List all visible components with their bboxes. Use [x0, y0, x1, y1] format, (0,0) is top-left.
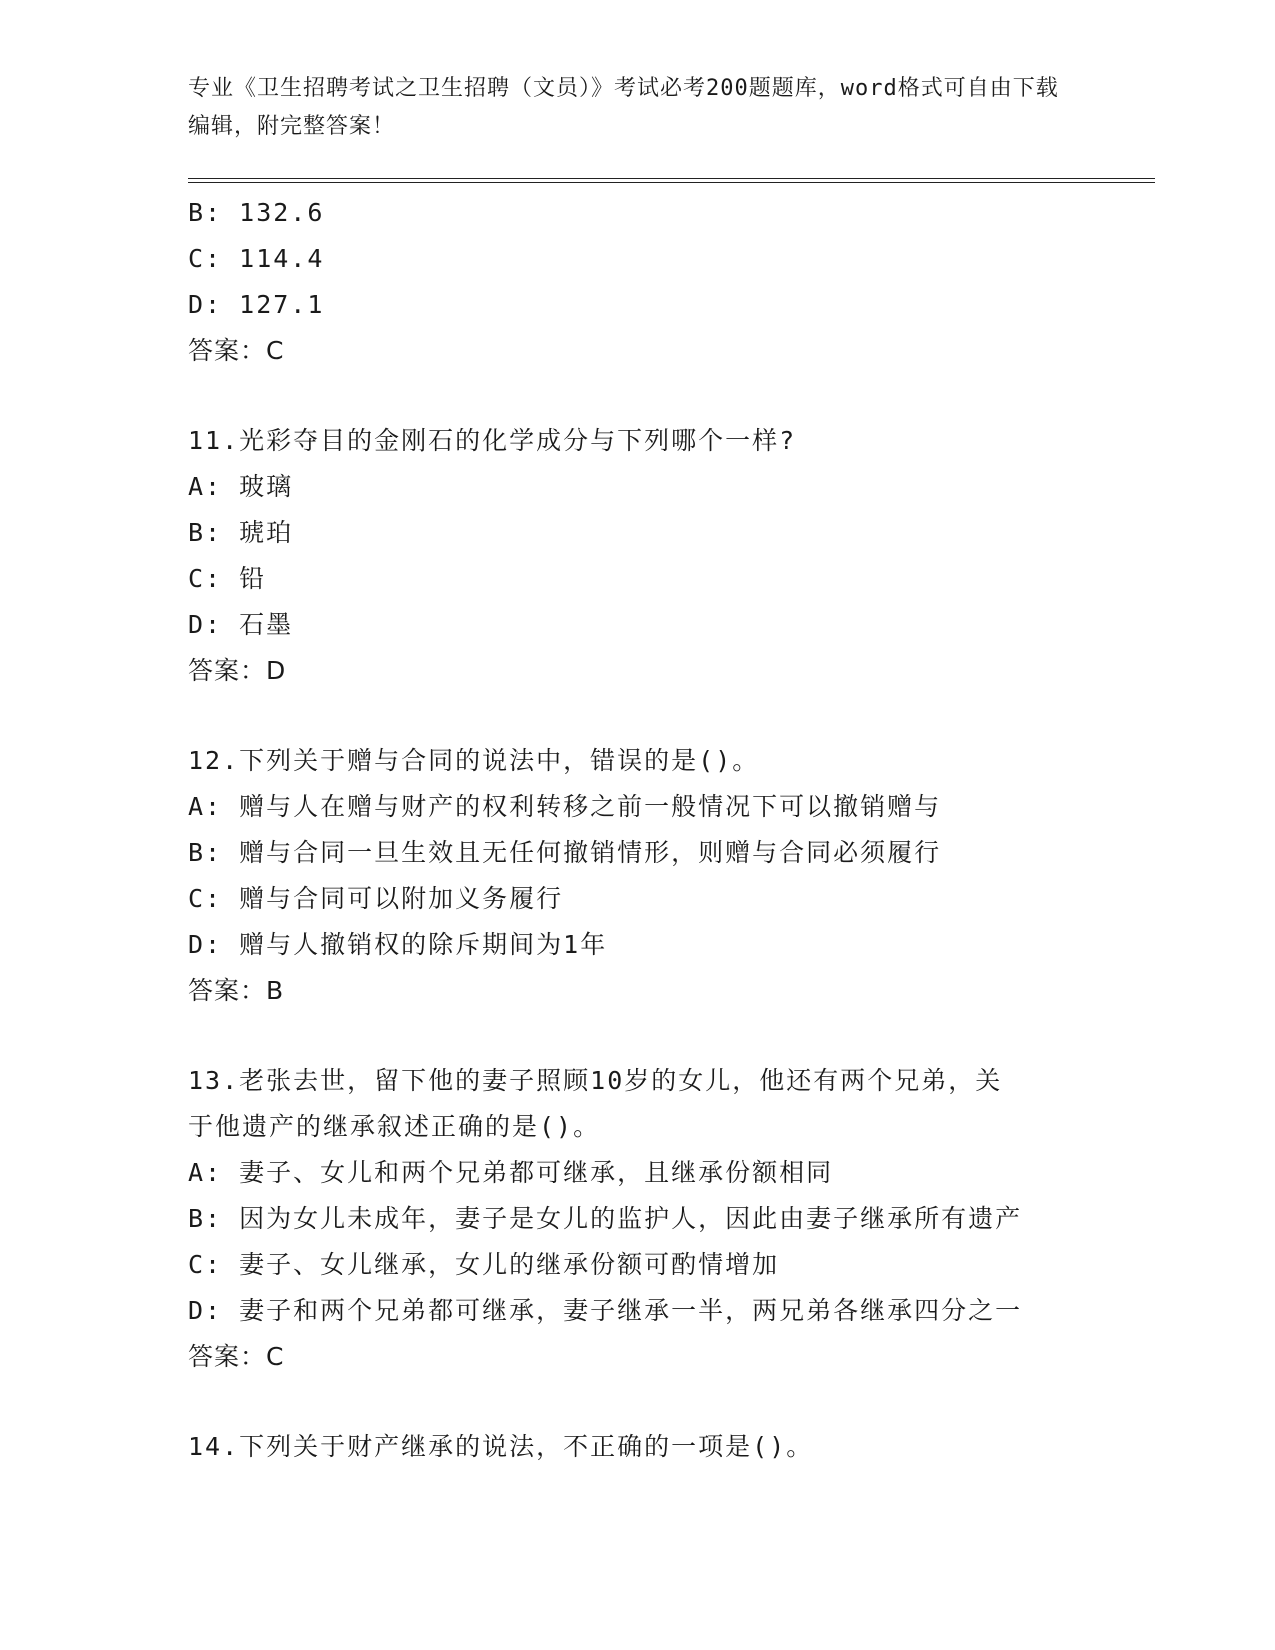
option-b: B: 因为女儿未成年，妻子是女儿的监护人，因此由妻子继承所有遗产: [188, 1204, 1023, 1233]
option-c: C: 赠与合同可以附加义务履行: [188, 884, 564, 913]
question-block-12: [188, 738, 1188, 1014]
answer-line: 答案：D: [188, 656, 287, 685]
question-text-line-1: 13.老张去世，留下他的妻子照顾10岁的女儿，他还有两个兄弟，关: [188, 1066, 1003, 1095]
option-b: B: 赠与合同一旦生效且无任何撤销情形，则赠与合同必须履行: [188, 838, 942, 867]
option-d: D: 妻子和两个兄弟都可继承，妻子继承一半，两兄弟各继承四分之一: [188, 1296, 1023, 1325]
header-rule-bottom: [188, 182, 1155, 183]
question-block-10: [188, 190, 1188, 374]
option-c: C: 114.4: [188, 244, 325, 273]
option-d: D: 石墨: [188, 610, 294, 639]
answer-line: 答案：C: [188, 336, 285, 365]
header-text: 专业《卫生招聘考试之卫生招聘（文员）》考试必考200题题库，word格式可自由下载编辑，附完整答案！: [188, 76, 1059, 139]
option-c: C: 妻子、女儿继承，女儿的继承份额可酌情增加: [188, 1250, 780, 1279]
option-a: A: 玻璃: [188, 472, 294, 501]
answer-line: 答案：C: [188, 1342, 285, 1371]
question-text-line-2: 于他遗产的继承叙述正确的是()。: [188, 1112, 601, 1141]
option-b: B: 琥珀: [188, 518, 294, 547]
option-c: C: 铅: [188, 564, 267, 593]
question-text: 11.光彩夺目的金刚石的化学成分与下列哪个一样?: [188, 426, 797, 455]
header-rule-top: [188, 178, 1155, 179]
question-text: 12.下列关于赠与合同的说法中，错误的是()。: [188, 746, 760, 775]
question-list: [188, 190, 1188, 1470]
question-text: 14.下列关于财产继承的说法，不正确的一项是()。: [188, 1432, 814, 1461]
question-block-14: [188, 1424, 1188, 1470]
option-d: D: 赠与人撤销权的除斥期间为1年: [188, 930, 608, 959]
option-a: A: 妻子、女儿和两个兄弟都可继承，且继承份额相同: [188, 1158, 834, 1187]
option-d: D: 127.1: [188, 290, 325, 319]
document-header: [188, 70, 1068, 146]
option-a: A: 赠与人在赠与财产的权利转移之前一般情况下可以撤销赠与: [188, 792, 942, 821]
question-block-11: [188, 418, 1188, 694]
question-block-13: [188, 1058, 1188, 1380]
option-b: B: 132.6: [188, 198, 325, 227]
answer-line: 答案：B: [188, 976, 285, 1005]
